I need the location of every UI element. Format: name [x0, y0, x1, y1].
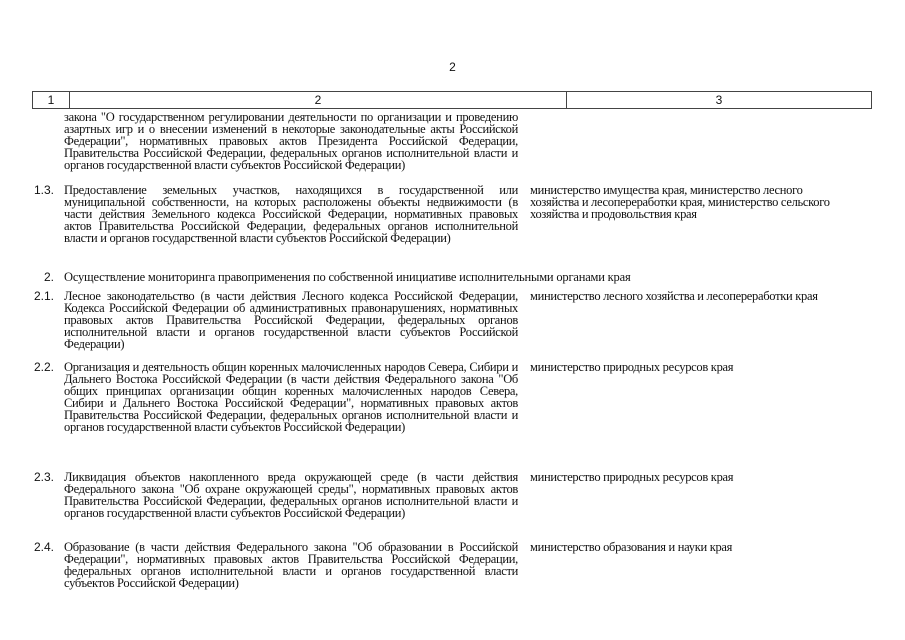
- table-row: [32, 184, 872, 271]
- column-header-3: 3: [715, 93, 723, 107]
- table-row: [32, 111, 872, 184]
- row-agency: министерство природных ресурсов края: [530, 470, 734, 484]
- row-number: 2.3.: [33, 470, 54, 484]
- section-number: 2.: [43, 270, 54, 284]
- row-agency: министерство лесного хозяйства и лесопереработки края: [530, 289, 818, 303]
- row-agency: министерство природных ресурсов края: [530, 360, 734, 374]
- page-number: 2: [449, 60, 456, 74]
- row-number: 2.2.: [33, 360, 54, 374]
- row-agency: министерство имущества края, министерство лесного хозяйства и лесопереработки края, министерство сельского хозяйства и продовольствия края: [530, 183, 830, 221]
- row-description: Ликвидация объектов накопленного вреда окружающей среде (в части действия Федерального закона "Об охране окружающей среды", нормативных правовых актов Правительства Российской Федерации, федеральных органов исполнительной власти и органов государственной власти субъектов Российской Федерации): [64, 470, 518, 520]
- column-header-2: 2: [70, 92, 567, 108]
- row-number: 2.1.: [33, 289, 54, 303]
- table-row: [32, 290, 872, 361]
- row-agency: [530, 111, 830, 184]
- section-title: Осуществление мониторинга правоприменения по собственной инициативе исполнительными органами края: [64, 270, 631, 284]
- row-number: [32, 111, 64, 184]
- row-description: Образование (в части действия Федерального закона "Об образовании в Российской Федерации", нормативных правовых актов Правительства Российской Федерации, федеральных органов исполнительной власти и органов государственной власти субъектов Российской Федерации): [64, 540, 518, 590]
- table-body: [32, 111, 872, 599]
- row-agency: министерство образования и науки края: [530, 540, 733, 554]
- row-description: Лесное законодательство (в части действия Лесного кодекса Российской Федерации, Кодекса Российской Федерации об административных правонарушениях, нормативных правовых актов Правительства Российской Федерации, федеральных органов исполнительной власти и органов государственной власти субъектов Российской Федерации): [64, 289, 518, 351]
- table-row: [32, 471, 872, 541]
- table-header-row: [32, 91, 872, 109]
- section-row: [32, 271, 872, 290]
- column-header-1: 1: [33, 92, 70, 108]
- row-description: закона "О государственном регулировании деятельности по организации и проведению азартных игр и о внесении изменений в некоторые законодательные акты Российской Федерации", нормативных правовых актов Президента Российской Федерации, Правительства Российской Федерации, федеральных органов исполнительной власти и органов государственной власти субъектов Российской Федерации): [64, 110, 518, 172]
- row-description: Организация и деятельность общин коренных малочисленных народов Севера, Сибири и Дальнего Востока Российской Федерации (в части действия Федерального закона "Об общих принципах организации общин коренных малочисленных народов Севера, Сибири и Дальнего Востока Российской Федерации", нормативных правовых актов Правительства Российской Федерации, федеральных органов исполнительной власти и органов государственной власти субъектов Российской Федерации): [64, 360, 518, 434]
- row-number: 2.4.: [33, 540, 54, 554]
- row-number: 1.3.: [33, 183, 54, 197]
- table-row: [32, 541, 872, 599]
- table-row: [32, 361, 872, 471]
- row-description: Предоставление земельных участков, находящихся в государственной или муниципальной собственности, на которых расположены объекты недвижимости (в части действия Земельного кодекса Российской Федерации, нормативных правовых актов Правительства Российской Федерации, федеральных органов исполнительной власти и органов государственной власти субъектов Российской Федерации): [64, 183, 518, 245]
